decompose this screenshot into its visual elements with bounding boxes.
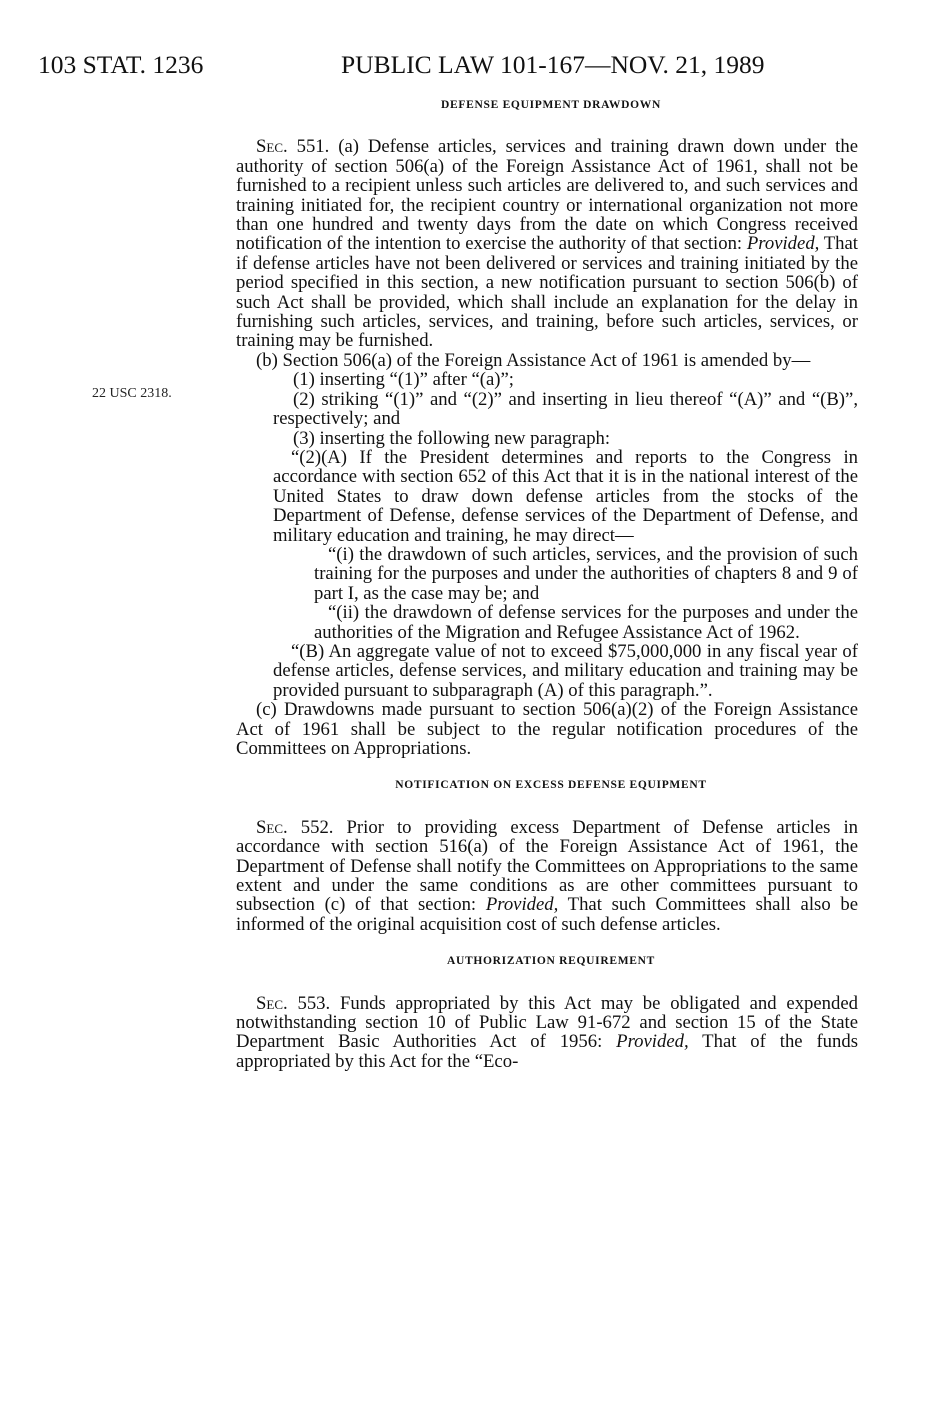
- sec-551-a-proviso: That if defense articles have not been delivered or services and training initiated by the period specified in this section, a new notification pursuant to section 506(b) of such Act shall be provided, which shall include an explanation for the delay in furnishing such articles, services, and training, before such articles, services, or training may be furnished.: [236, 233, 858, 352]
- quoted-ii: “(ii) the drawdown of defense services for the purposes and under the authorities of the Migration and Refugee Assistance Act of 1962.: [314, 602, 858, 643]
- provided-italic: Provided,: [485, 894, 559, 916]
- sec-553: [236, 994, 858, 1072]
- stat-page-number: 103 STAT. 1236: [38, 50, 204, 79]
- sec-553-proviso: That of the funds appropriated by this Act for the “Eco-: [236, 1031, 858, 1072]
- sec-551-a: [236, 137, 858, 350]
- provided-italic: Provided,: [746, 233, 820, 255]
- sec-552-proviso: That such Committees shall also be informed of the original acquisition cost of such defense articles.: [236, 894, 858, 935]
- sec-551-b-1: (1) inserting “(1)” after “(a)”;: [293, 369, 515, 391]
- sec-label: Sec.: [256, 992, 288, 1014]
- sec-551-a-text: 551. (a) Defense articles, services and training drawn down under the authority of section 506(a) of the Foreign Assistance Act of 1961, shall not be furnished to a recipient unless such articles are delivered to, and such services and training initiated for, the recipient country or international organization not more than one hundred and twenty days from the date on which Congress received notification of the intention to exercise the authority of that section:: [236, 136, 858, 255]
- margin-citation: 22 USC 2318.: [92, 386, 172, 401]
- sec-553-text: 553. Funds appropriated by this Act may be obligated and expended notwithstanding section 10 of Public Law 91-672 and section 15 of the State Department Basic Authorities Act of 1956:: [236, 992, 858, 1053]
- section-heading-552: NOTIFICATION ON EXCESS DEFENSE EQUIPMENT: [395, 779, 707, 792]
- provided-italic: Provided,: [616, 1031, 689, 1053]
- document-body: [236, 96, 858, 1071]
- sec-551-c: (c) Drawdowns made pursuant to section 506(a)(2) of the Foreign Assistance Act of 1961 shall be subject to the regular notification procedures of the Committees on Appropriations.: [236, 699, 858, 759]
- sec-552-text: 552. Prior to providing excess Department of Defense articles in accordance with section 516(a) of the Foreign Assistance Act of 1961, the Department of Defense shall notify the Committees on Appropriations to the same extent and under the same conditions as are other committees pursuant to subsection (c) of that section:: [236, 816, 858, 916]
- section-heading-553: AUTHORIZATION REQUIREMENT: [446, 955, 656, 968]
- sec-551-b-2: (2) striking “(1)” and “(2)” and inserting in lieu thereof “(A)” and “(B)”, respectively; and: [273, 388, 858, 430]
- public-law-citation: PUBLIC LAW 101-167—NOV. 21, 1989: [341, 50, 765, 79]
- sec-label: Sec.: [256, 816, 288, 838]
- sec-label: Sec.: [256, 136, 288, 158]
- quoted-2-A: “(2)(A) If the President determines and reports to the Congress in accordance with section 652 of this Act that it is in the national interest of the United States to draw down defense articles from the stocks of the Department of Defense, defense services of the Department of Defense, and military education and training, he may direct—: [273, 446, 858, 546]
- sec-552: [236, 818, 858, 934]
- sec-551-b: (b) Section 506(a) of the Foreign Assistance Act of 1961 is amended by—: [256, 349, 811, 371]
- quoted-B: “(B) An aggregate value of not to exceed $75,000,000 in any fiscal year of defense articles, defense services, and military education and training may be provided pursuant to subparagraph (A) of this paragraph.”.: [273, 640, 858, 701]
- sec-551-b-3: (3) inserting the following new paragraph:: [293, 427, 611, 449]
- section-heading-551: DEFENSE EQUIPMENT DRAWDOWN: [441, 99, 661, 111]
- quoted-i: “(i) the drawdown of such articles, services, and the provision of such training for the purposes and under the authorities of chapters 8 and 9 of part I, as the case may be; and: [314, 543, 858, 604]
